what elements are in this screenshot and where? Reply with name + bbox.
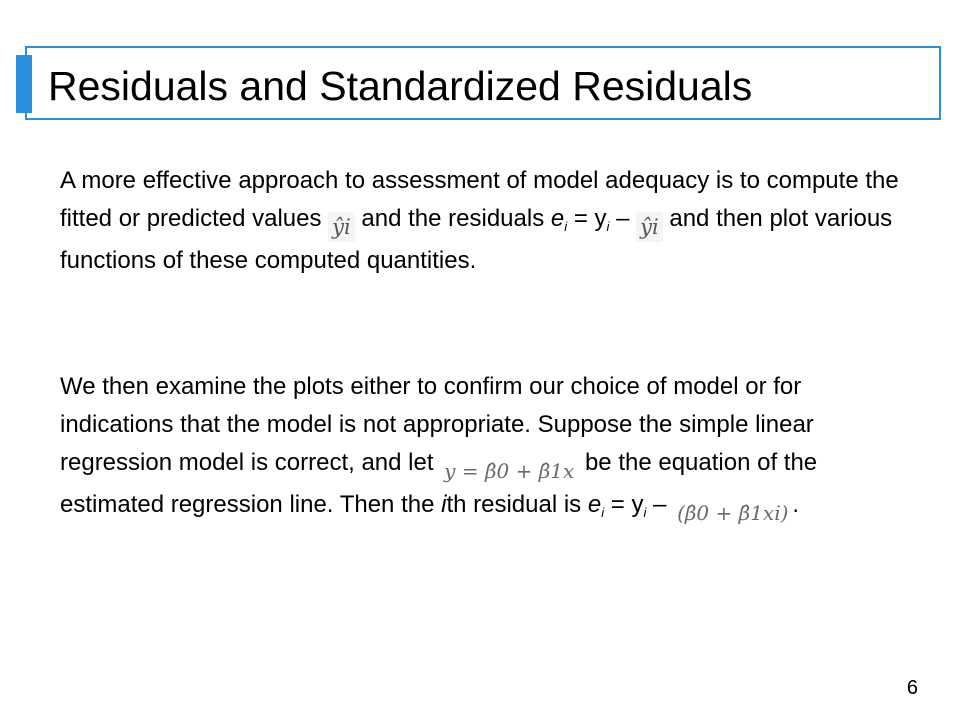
paragraph-fitted-values [60, 162, 900, 280]
e-symbol: e [587, 491, 602, 518]
i-subscript: i [606, 219, 610, 234]
equals-y: = y [610, 491, 644, 518]
equals-y: = y [573, 205, 607, 232]
formula-y-hat: ŷi [328, 212, 355, 242]
i-subscript: i [601, 505, 605, 520]
ith-italic: i [441, 491, 447, 518]
minus-sign: – [653, 491, 667, 518]
formula-y-hat: ŷi [636, 212, 663, 242]
period: . [792, 491, 800, 518]
formula-predicted-value: (β̂0 + β̂1xi) [677, 501, 789, 525]
i-subscript: i [564, 219, 568, 234]
page-number: 6 [906, 677, 918, 699]
para2-text-start: We then examine the plots either to confirm our choice of model or for indications that the model is not appropriate. Suppose the simple linear regression model is correct, and let [60, 373, 814, 476]
para1-text-residuals: and the residuals [361, 205, 545, 232]
para2-text-middle: be the equation of the estimated regression line. Then the [60, 449, 818, 518]
para1-text-end: and then plot various functions of these computed quantities. [60, 205, 893, 274]
paragraph-residual-definition [60, 368, 900, 528]
para1-text-start: A more effective approach to assessment of model adequacy is to compute the fitted or predicted values [60, 167, 899, 232]
e-symbol: e [550, 205, 565, 232]
slide-title: Residuals and Standardized Residuals [48, 63, 753, 109]
title-accent-bar [16, 55, 32, 113]
formula-regression-line: y = β̂0 + β̂1x [444, 459, 575, 483]
i-subscript: i [643, 505, 647, 520]
th-residual-text: th residual is [446, 491, 582, 518]
minus-sign: – [616, 205, 630, 232]
